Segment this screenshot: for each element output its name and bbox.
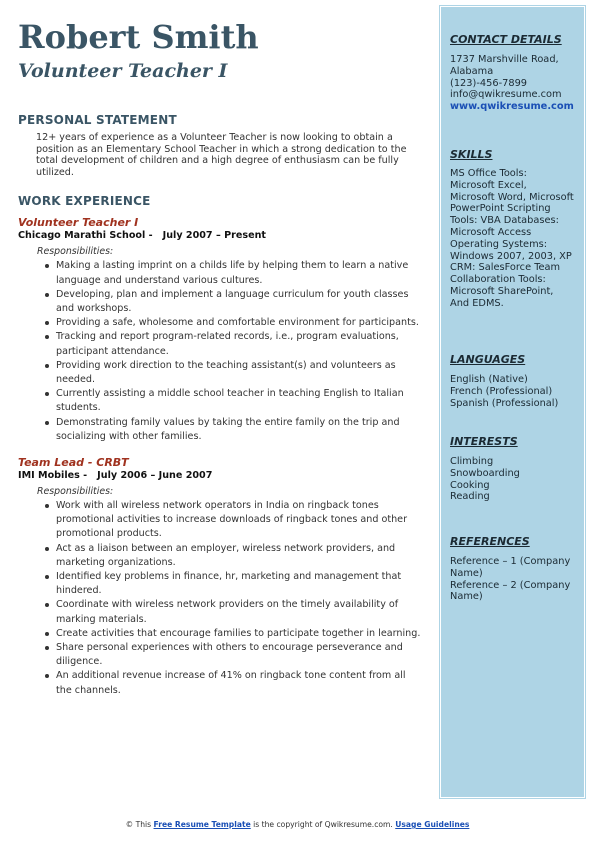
skills-line: Windows 2007, 2003, XP: [450, 250, 572, 262]
address-line: Alabama: [450, 65, 494, 77]
skills-section: [450, 148, 582, 310]
interest-item: Reading: [450, 491, 490, 503]
personal-statement-section: [18, 113, 424, 178]
skills-line: Microsoft SharePoint,: [450, 285, 554, 297]
job-employer-dates: IMI Mobiles - July 2006 – June 2007: [18, 470, 213, 482]
skills-line: Collaboration Tools:: [450, 274, 546, 286]
skills-line: Tools: VBA Databases:: [450, 215, 559, 227]
responsibilities-list: [18, 499, 424, 698]
skills-line: Microsoft Word, Microsoft: [450, 191, 574, 203]
responsibilities-list: [18, 259, 424, 444]
address-line: 1737 Marshville Road,: [450, 54, 559, 65]
list-item: Coordinate with wireless network providers on the timely availability of marking materials.: [56, 598, 424, 626]
list-item: Developing, plan and implement a language curriculum for youth classes and workshops.: [56, 288, 424, 316]
skills-line: Operating Systems:: [450, 238, 548, 250]
job-employer-dates: Chicago Marathi School - July 2007 – Present: [18, 230, 266, 242]
language-item: Spanish (Professional): [450, 397, 559, 409]
footer-copyright-prefix: © This: [125, 820, 154, 829]
section-heading-contact: CONTACT DETAILS: [450, 33, 562, 46]
list-item: Work with all wireless network operators in India on ringback tones promotional activities to increase downloads of ringback tones and other promotional products.: [56, 499, 424, 542]
footer-copyright-text: is the copyright of Qwikresume.com.: [250, 820, 396, 829]
footer: [0, 820, 595, 829]
phone-number: (123)-456-7899: [450, 77, 528, 89]
usage-guidelines-link[interactable]: Usage Guidelines: [395, 820, 470, 829]
list-item: Providing work direction to the teaching assistant(s) and volunteers as needed.: [56, 359, 424, 387]
interest-item: Snowboarding: [450, 467, 520, 479]
section-heading-languages: LANGUAGES: [450, 353, 526, 366]
section-heading-personal-statement: PERSONAL STATEMENT: [18, 113, 177, 127]
section-heading-interests: INTERESTS: [450, 435, 518, 448]
reference-line: Name): [450, 591, 483, 603]
reference-line: Reference – 1 (Company: [450, 556, 571, 567]
section-heading-references: REFERENCES: [450, 535, 530, 548]
interests-section: [450, 435, 582, 503]
skills-line: PowerPoint Scripting: [450, 203, 551, 215]
language-item: English (Native): [450, 374, 528, 385]
sidebar: [440, 6, 585, 798]
free-resume-template-link[interactable]: Free Resume Template: [153, 820, 251, 829]
list-item: Making a lasting imprint on a childs life by helping them to learn a native language and understand various cultures.: [56, 259, 424, 287]
skills-line: MS Office Tools:: [450, 168, 527, 179]
responsibilities-label: Responsibilities:: [37, 486, 114, 498]
main-column: [18, 18, 424, 698]
skills-line: Microsoft Excel,: [450, 179, 527, 191]
job-entry: [18, 216, 424, 444]
references-section: [450, 535, 582, 603]
list-item: Tracking and report program-related records, i.e., program evaluations, participant attendance.: [56, 330, 424, 358]
list-item: Act as a liaison between an employer, wireless network providers, and marketing organizations.: [56, 542, 424, 570]
contact-section: [450, 33, 582, 113]
section-heading-skills: SKILLS: [450, 148, 493, 161]
interest-item: Climbing: [450, 456, 494, 467]
interest-item: Cooking: [450, 479, 490, 491]
responsibilities-label: Responsibilities:: [37, 246, 114, 258]
list-item: Share personal experiences with others to encourage perseverance and diligence.: [56, 641, 424, 669]
skills-line: And EDMS.: [450, 297, 504, 309]
website-link[interactable]: www.qwikresume.com: [450, 101, 574, 113]
list-item: An additional revenue increase of 41% on ringback tone content from all the channels.: [56, 669, 424, 697]
personal-statement-text: 12+ years of experience as a Volunteer Teacher is now looking to obtain a position as an Elementary School Teacher in which a strong dedication to the total development of children and a high degree of enthusiasm can be fully utilized.: [36, 132, 407, 178]
language-item: French (Professional): [450, 385, 553, 397]
list-item: Identified key problems in finance, hr, marketing and management that hindered.: [56, 570, 424, 598]
skills-line: CRM: SalesForce Team: [450, 262, 561, 274]
candidate-title: Volunteer Teacher I: [18, 60, 228, 82]
candidate-name: Robert Smith: [18, 18, 259, 56]
job-title: Volunteer Teacher I: [18, 216, 139, 230]
languages-section: [450, 353, 582, 409]
list-item: Create activities that encourage families to participate together in learning.: [56, 627, 424, 641]
list-item: Providing a safe, wholesome and comfortable environment for participants.: [56, 316, 424, 330]
reference-line: Name): [450, 567, 483, 579]
list-item: Currently assisting a middle school teacher in teaching English to Italian students.: [56, 387, 424, 415]
job-entry: [18, 456, 424, 698]
skills-text: [450, 168, 582, 310]
job-title: Team Lead - CRBT: [18, 456, 129, 470]
section-heading-work-experience: WORK EXPERIENCE: [18, 194, 151, 209]
work-experience-section: [18, 194, 424, 697]
list-item: Demonstrating family values by taking the entire family on the trip and socializing with other families.: [56, 416, 424, 444]
email-address[interactable]: info@qwikresume.com: [450, 89, 562, 101]
skills-line: Microsoft Access: [450, 226, 532, 238]
reference-line: Reference – 2 (Company: [450, 579, 571, 591]
